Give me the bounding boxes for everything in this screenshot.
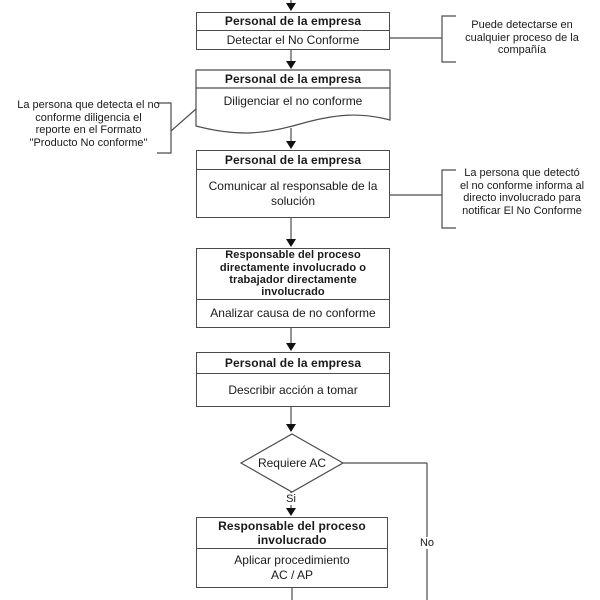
node-describe-header: Personal de la empresa xyxy=(197,353,389,374)
node-analyze xyxy=(196,248,390,328)
arrowhead-into-apply xyxy=(286,508,296,516)
arrowhead-into-detect xyxy=(286,3,296,11)
arrowhead-into-fill xyxy=(286,61,296,69)
node-apply-header: Responsable del proceso involucrado xyxy=(197,518,387,549)
decision-label: Requiere AC xyxy=(257,456,327,470)
arrowhead-into-communicate xyxy=(286,141,296,149)
arrowhead-into-analyze xyxy=(286,239,296,247)
node-apply-body: Aplicar procedimiento AC / AP xyxy=(234,553,350,582)
node-analyze-body: Analizar causa de no conforme xyxy=(210,306,376,320)
annotation-detect-note: Puede detectarse en cualquier proceso de la compañía xyxy=(465,19,579,57)
node-detect-body: Detectar el No Conforme xyxy=(226,32,360,47)
node-communicate-body: Comunicar al responsable de la solución xyxy=(208,178,378,208)
node-describe xyxy=(196,352,390,407)
node-communicate xyxy=(196,150,390,218)
node-detect xyxy=(196,12,390,50)
node-fill-report-header: Personal de la empresa xyxy=(224,72,362,86)
annotation-communicate-note: La persona que detectó el no conforme informa al directo involucrado para notificar El No Conforme xyxy=(459,167,585,217)
edge-label-no: No xyxy=(415,537,439,549)
arrowhead-into-describe xyxy=(286,343,296,351)
arrowhead-into-decision xyxy=(286,424,296,432)
node-apply xyxy=(196,517,388,588)
annotation-fill-note: La persona que detecta el no conforme diligencia el reporte en el Formato "Producto No conforme" xyxy=(17,99,160,149)
node-fill-report-body: Diligenciar el no conforme xyxy=(223,94,363,108)
node-analyze-header: Responsable del proceso directamente involucrado o trabajador directamente involucrado xyxy=(197,249,389,300)
node-detect-header: Personal de la empresa xyxy=(197,13,389,31)
node-describe-body: Describir acción a tomar xyxy=(228,382,358,397)
edge-label-yes: Si xyxy=(280,493,302,505)
connector-note-to-fill xyxy=(171,109,196,131)
node-communicate-header: Personal de la empresa xyxy=(197,151,389,170)
